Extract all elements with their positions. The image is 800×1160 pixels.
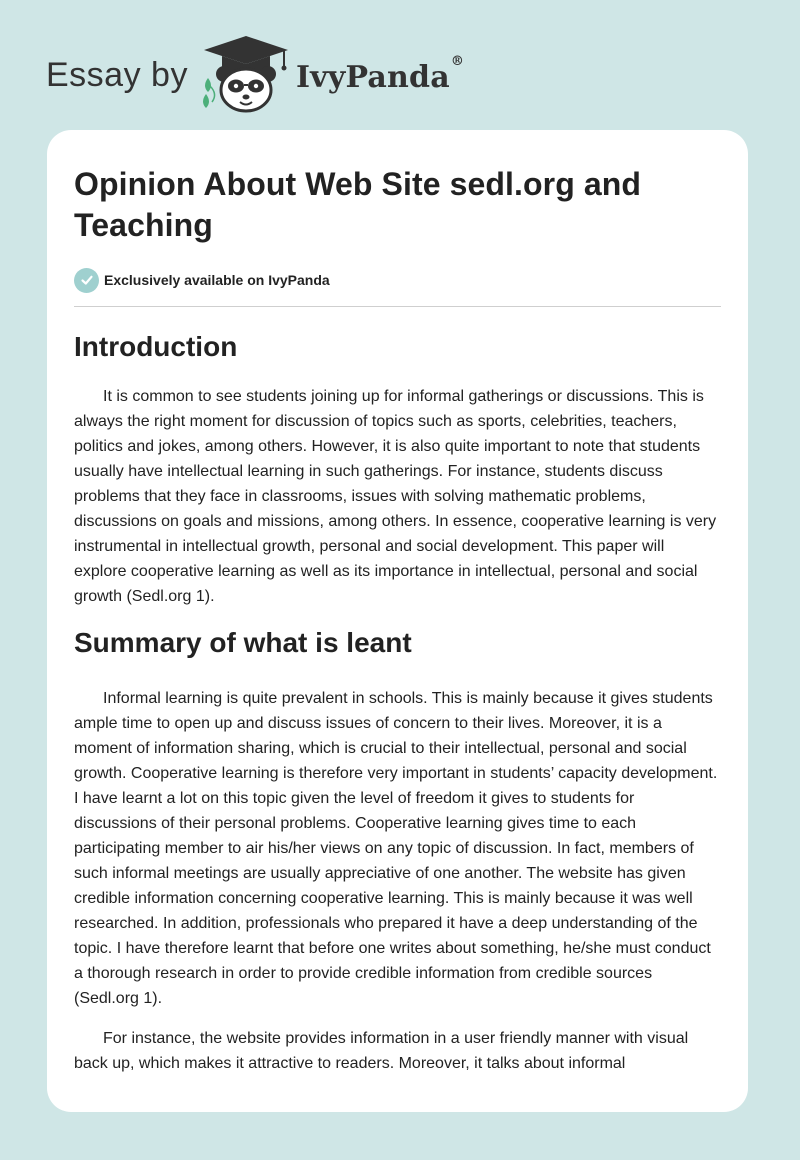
section-summary — [74, 626, 721, 1076]
registered-mark: ® — [450, 53, 465, 69]
brand-name — [295, 53, 465, 95]
exclusive-text: Exclusively available on IvyPanda — [104, 272, 330, 288]
checkmark-icon — [74, 268, 99, 293]
exclusive-badge — [74, 267, 721, 293]
article-card — [47, 130, 748, 1112]
section-introduction — [74, 330, 721, 609]
ivypanda-logo-icon — [200, 34, 292, 114]
article-title: Opinion About Web Site sedl.org and Teaching — [74, 166, 642, 243]
paragraph: For instance, the website provides information in a user friendly manner with visual back up, which makes it attractive to readers. Moreover, it talks about informal — [74, 1030, 689, 1072]
section-heading: Summary of what is leant — [74, 627, 412, 658]
brand-header — [46, 34, 476, 114]
paragraph: Informal learning is quite prevalent in schools. This is mainly because it gives students ample time to open up and discuss issues of concern to their lives. Moreover, it is a moment of information sharing, which is crucial to their intellectual, personal and social growth. Cooperative learning is therefore very important in students’ capacity development. I have learnt a lot on this topic given the level of freedom it gives to students for discussions of their personal problems. Cooperative learning gives time to each participating member to air his/her views on any topic of discussion. In fact, members of such informal meetings are usually appreciative of one another. The website has given credible information concerning cooperative learning. This is mainly because it was well researched. In addition, professionals who prepared it have a deep understanding of the topic. I have therefore learnt that before one writes about something, he/she must conduct a thorough research in order to provide credible information from credible sources (Sedl.org 1). — [74, 690, 718, 1007]
brand-prefix: Essay by — [46, 55, 188, 94]
title-divider — [74, 306, 721, 307]
section-heading: Introduction — [74, 331, 238, 362]
brand-name-text: IvyPanda — [295, 59, 450, 95]
paragraph: It is common to see students joining up for informal gatherings or discussions. This is always the right moment for discussion of topics such as sports, celebrities, teachers, politics and jokes, among others. However, it is also quite important to note that students usually have intellectual learning in such gatherings. For instance, students discuss problems that they face in classrooms, issues with solving mathematic problems, discussions on goals and missions, among others. In essence, cooperative learning is very instrumental in intellectual growth, personal and social development. This paper will explore cooperative learning as well as its importance in intellectual, personal and social growth (Sedl.org 1). — [74, 388, 717, 605]
article-content — [74, 164, 721, 1076]
